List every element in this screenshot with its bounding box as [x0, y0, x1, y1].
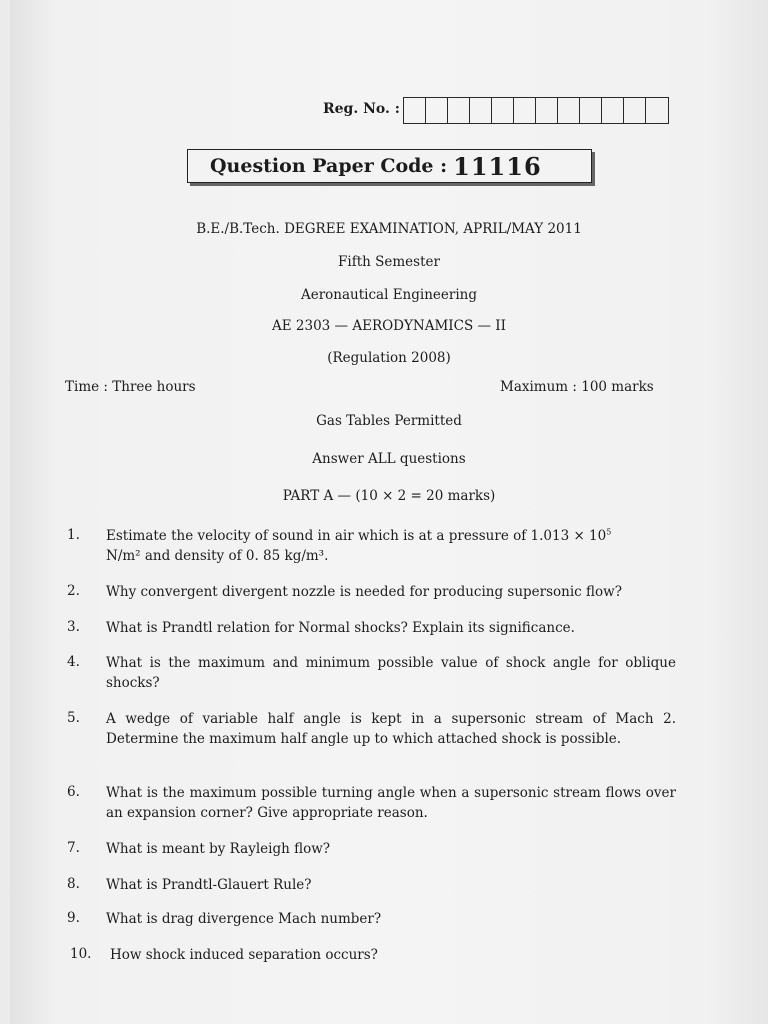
question-number: 8. — [67, 876, 80, 892]
question-text: How shock induced separation occurs? — [110, 947, 378, 963]
question-text: What is meant by Rayleigh flow? — [106, 841, 331, 857]
question-text: What is the maximum and minimum possible value of shock angle for oblique shocks? — [106, 655, 676, 691]
reg-no-boxes — [403, 97, 669, 124]
exponent: 5 — [606, 527, 612, 537]
question-number: 9. — [67, 910, 80, 926]
reg-no-box — [558, 98, 580, 123]
reg-no-box — [470, 98, 492, 123]
time-allowed: Time : Three hours — [65, 379, 196, 395]
question-number: 1. — [67, 527, 80, 543]
question-number: 7. — [67, 840, 80, 856]
question-text — [106, 527, 676, 566]
question-paper-code-number: 11116 — [453, 151, 542, 181]
reg-no-box — [624, 98, 646, 123]
permission-note: Gas Tables Permitted — [316, 413, 462, 429]
question-number: 2. — [67, 583, 80, 599]
department: Aeronautical Engineering — [300, 287, 477, 303]
question-paper-code-box — [187, 149, 592, 183]
question-text: What is the maximum possible turning angle when a supersonic stream flows over an expansion corner? Give appropriate reason. — [106, 785, 676, 821]
semester: Fifth Semester — [338, 254, 440, 270]
question-text: What is Prandtl-Glauert Rule? — [106, 877, 312, 893]
question-number: 5. — [67, 710, 80, 726]
question-text: Why convergent divergent nozzle is needed for producing supersonic flow? — [106, 584, 622, 600]
regulation: (Regulation 2008) — [327, 350, 451, 366]
question-number: 4. — [67, 654, 80, 670]
question-number: 6. — [67, 784, 80, 800]
reg-no-label: Reg. No. : — [323, 101, 400, 117]
reg-no-box — [580, 98, 602, 123]
degree-title: B.E./B.Tech. DEGREE EXAMINATION, APRIL/MAY 2011 — [196, 221, 582, 237]
reg-no-box — [448, 98, 470, 123]
reg-no-box — [404, 98, 426, 123]
question-paper-code-label: Question Paper Code : — [210, 155, 448, 177]
reg-no-box — [514, 98, 536, 123]
reg-no-box — [536, 98, 558, 123]
instruction: Answer ALL questions — [312, 451, 466, 467]
reg-no-box — [426, 98, 448, 123]
question-text-part: Estimate the velocity of sound in air which is at a pressure of 1.013 × 10 — [106, 528, 607, 544]
question-number: 3. — [67, 619, 80, 635]
question-text: What is Prandtl relation for Normal shocks? Explain its significance. — [106, 620, 575, 636]
reg-no-box — [492, 98, 514, 123]
exam-page — [10, 0, 768, 1024]
question-text-part: N/m² and density of 0. 85 kg/m³. — [106, 547, 329, 564]
reg-no-box — [646, 98, 668, 123]
reg-no-box — [602, 98, 624, 123]
question-text: What is drag divergence Mach number? — [106, 911, 382, 927]
question-number: 10. — [70, 946, 92, 962]
subject-title: AE 2303 — AERODYNAMICS — II — [272, 318, 506, 334]
question-text: A wedge of variable half angle is kept in a supersonic stream of Mach 2. Determine the maximum half angle up to which attached shock is possible. — [106, 711, 676, 747]
part-a-heading: PART A — (10 × 2 = 20 marks) — [282, 488, 496, 504]
maximum-marks: Maximum : 100 marks — [500, 379, 654, 395]
